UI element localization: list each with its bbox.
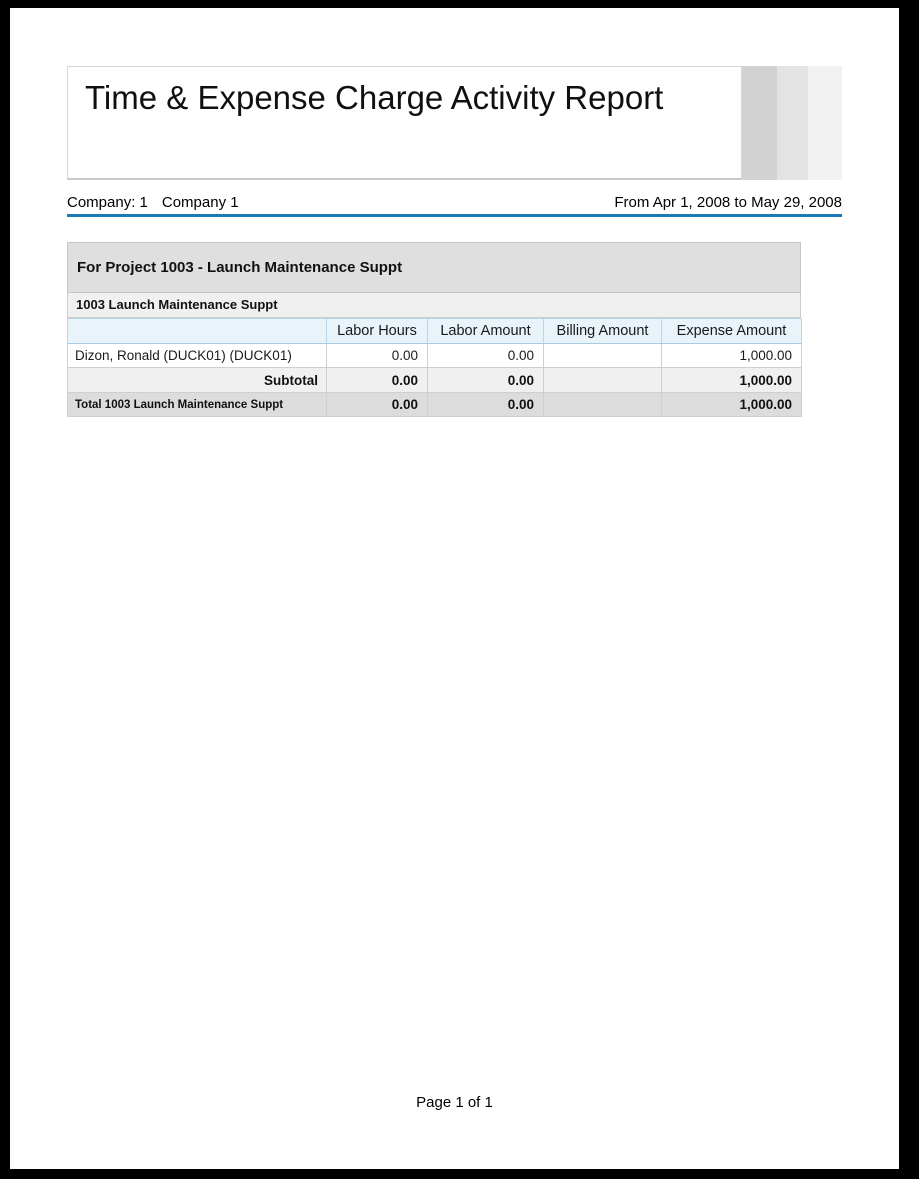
project-section-header: For Project 1003 - Launch Maintenance Suppt xyxy=(67,242,801,293)
subtotal-row xyxy=(68,368,802,393)
col-header-labor-hours: Labor Hours xyxy=(327,319,428,344)
total-labor-hours: 0.00 xyxy=(327,393,428,417)
expense-amount-value: 1,000.00 xyxy=(662,344,802,368)
company-info xyxy=(67,194,239,211)
total-row xyxy=(68,393,802,417)
billing-amount-value xyxy=(544,344,662,368)
subtotal-expense-amount: 1,000.00 xyxy=(662,368,802,393)
project-section xyxy=(67,242,801,417)
report-title: Time & Expense Charge Activity Report xyxy=(85,79,664,116)
subtotal-billing-amount xyxy=(544,368,662,393)
subtotal-labor-hours: 0.00 xyxy=(327,368,428,393)
subtotal-labor-amount: 0.00 xyxy=(428,368,544,393)
table-row xyxy=(68,344,802,368)
labor-hours-value: 0.00 xyxy=(327,344,428,368)
page-footer: Page 1 of 1 xyxy=(416,1094,493,1111)
banner-gradient xyxy=(742,66,842,180)
title-box xyxy=(67,66,742,180)
col-header-name xyxy=(68,319,327,344)
company-row xyxy=(67,192,842,212)
company-name: Company 1 xyxy=(161,193,239,211)
col-header-labor-amount: Labor Amount xyxy=(428,319,544,344)
total-label: Total 1003 Launch Maintenance Suppt xyxy=(68,393,327,417)
total-labor-amount: 0.00 xyxy=(428,393,544,417)
date-range: From Apr 1, 2008 to May 29, 2008 xyxy=(614,193,842,211)
project-section-subheader: 1003 Launch Maintenance Suppt xyxy=(67,293,801,318)
total-billing-amount xyxy=(544,393,662,417)
col-header-expense-amount: Expense Amount xyxy=(662,319,802,344)
table-header-row xyxy=(68,319,802,344)
labor-amount-value: 0.00 xyxy=(428,344,544,368)
total-expense-amount: 1,000.00 xyxy=(662,393,802,417)
subtotal-label: Subtotal xyxy=(68,368,327,393)
employee-name: Dizon, Ronald (DUCK01) (DUCK01) xyxy=(68,344,327,368)
title-banner xyxy=(67,66,842,180)
charge-activity-table xyxy=(67,318,802,417)
report-page xyxy=(10,8,899,1169)
company-label: Company: 1 xyxy=(67,193,148,211)
accent-divider xyxy=(67,214,842,217)
col-header-billing-amount: Billing Amount xyxy=(544,319,662,344)
